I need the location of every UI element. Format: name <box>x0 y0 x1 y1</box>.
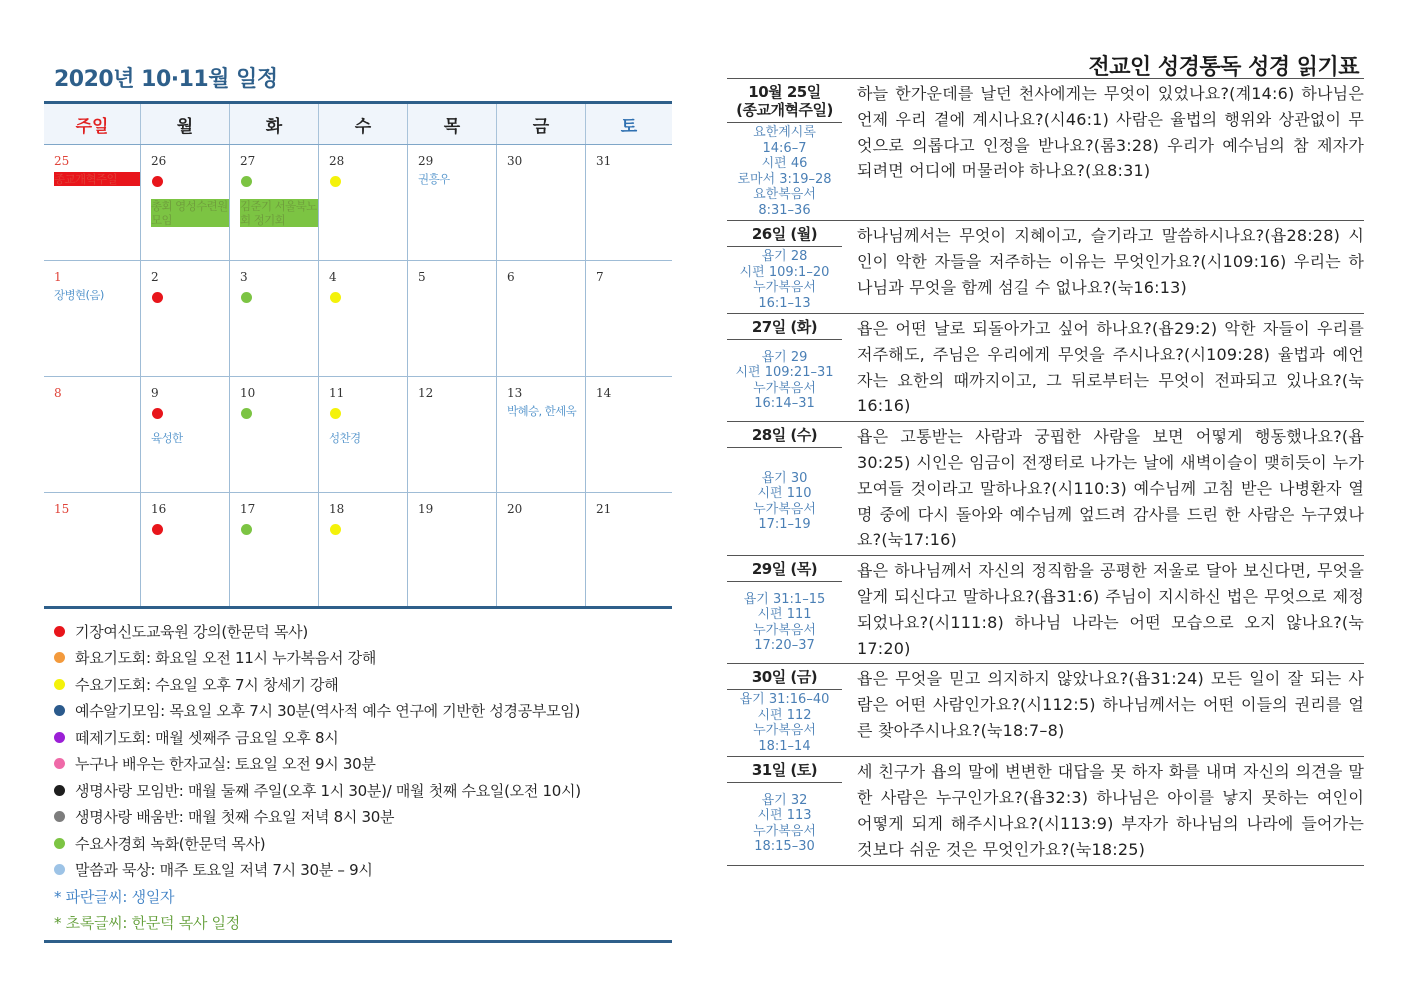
red-dot-icon <box>152 292 163 303</box>
calendar-day <box>585 493 672 606</box>
calendar-day <box>585 377 672 492</box>
red-dot-icon <box>152 176 163 187</box>
reading-row <box>727 422 1364 556</box>
reading-left <box>727 221 842 313</box>
calendar-week <box>44 377 672 493</box>
day-number: 15 <box>54 502 70 516</box>
calendar-day <box>585 145 672 260</box>
calendar-week <box>44 261 672 377</box>
day-number: 25 <box>54 154 70 168</box>
bullet-icon <box>54 705 65 716</box>
calendar <box>44 101 672 609</box>
day-note: 권흥우 <box>418 172 450 186</box>
calendar-day <box>407 377 496 492</box>
calendar-day <box>229 493 318 606</box>
calendar-day <box>140 493 229 606</box>
bullet-icon <box>54 652 65 663</box>
reading-row <box>727 79 1364 221</box>
reading-questions: 하나님께서는 무엇이 지혜이고, 슬기라고 말씀하시나요?(욥28:28) 시인이 악한 자들을 저주하는 이유는 무엇인가요?(시109:16) 우리는 하나님과 무엇을 함께 섬길 수 없나요?(눅16:13) <box>857 226 1364 297</box>
reading-refs: 욥기 32 시편 113 누가복음서 18:15–30 <box>753 792 816 855</box>
reading-date: 30일 (금) <box>727 664 842 690</box>
legend-text: 수요기도회: 수요일 오후 7시 창세기 강해 <box>75 675 339 694</box>
calendar-day <box>44 261 140 376</box>
yellow-dot-icon <box>330 408 341 419</box>
reading-questions: 하늘 한가운데를 날던 천사에게는 무엇이 있었나요?(계14:6) 하나님은 언제 우리 곁에 계시나요?(시46:1) 사람은 율법의 행위와 상관없이 무엇으로 의롭다고 인정을 받나요?(롬3:28) 우리가 예수님의 참 제자가 되려면 어디에 머물러야 하나요?(요8:31) <box>857 84 1364 181</box>
legend-item <box>54 830 581 857</box>
calendar-day <box>140 261 229 376</box>
day-number: 20 <box>507 502 523 516</box>
legend-text: 떼제기도회: 매월 셋째주 금요일 오후 8시 <box>75 728 339 747</box>
note-blue-text: * 파란글씨: 생일자 <box>54 887 175 906</box>
day-number: 18 <box>329 502 345 516</box>
legend <box>54 618 581 936</box>
bullet-icon <box>54 732 65 743</box>
calendar-day <box>318 377 407 492</box>
legend-item <box>54 618 581 645</box>
green-dot-icon <box>241 408 252 419</box>
calendar-day <box>496 377 585 492</box>
day-number: 21 <box>596 502 612 516</box>
day-number: 14 <box>596 386 612 400</box>
red-dot-icon <box>152 524 163 535</box>
day-number: 30 <box>507 154 523 168</box>
reading-refs: 욥기 31:1–15 시편 111 누가복음서 17:20–37 <box>743 591 826 654</box>
bullet-icon <box>54 679 65 690</box>
calendar-week <box>44 145 672 261</box>
reading-date: 10월 25일 (종교개혁주일) <box>727 79 842 123</box>
day-number: 16 <box>151 502 167 516</box>
calendar-day <box>496 261 585 376</box>
legend-text: 예수알기모임: 목요일 오후 7시 30분(역사적 예수 연구에 기반한 성경공부모임) <box>75 702 581 721</box>
day-note: 김준기 서울북노회 정기회 <box>240 199 317 227</box>
reading-refs: 욥기 30 시편 110 누가복음서 17:1–19 <box>753 470 816 533</box>
day-note: 성찬경 <box>329 431 361 445</box>
reading-left <box>727 314 842 421</box>
day-number: 7 <box>596 270 604 284</box>
red-dot-icon <box>152 408 163 419</box>
calendar-day <box>229 145 318 260</box>
day-number: 3 <box>240 270 248 284</box>
yellow-dot-icon <box>330 176 341 187</box>
calendar-day <box>229 377 318 492</box>
reading-questions: 욥은 하나님께서 자신의 정직함을 공평한 저울로 달아 보신다면, 무엇을 알게 되신다고 말하나요?(욥31:6) 주님이 지시하신 법은 무엇으로 제정되었나요?(시111:8) 하나님 나라는 어떤 모습으로 오지 않나요?(눅17:20) <box>857 561 1364 658</box>
reading-left <box>727 556 842 663</box>
day-number: 19 <box>418 502 434 516</box>
day-number: 4 <box>329 270 337 284</box>
legend-text: 기장여신도교육원 강의(한문덕 목사) <box>75 622 308 641</box>
legend-text: 생명사랑 배움반: 매월 첫째 수요일 저녁 8시 30분 <box>75 808 395 827</box>
weekday-sun: 주일 <box>75 116 109 137</box>
legend-text: 화요기도회: 화요일 오전 11시 누가복음서 강해 <box>75 649 377 668</box>
bullet-icon <box>54 838 65 849</box>
day-note: 장병현(음) <box>54 288 104 302</box>
calendar-day <box>496 145 585 260</box>
green-dot-icon <box>241 524 252 535</box>
reading-questions: 욥은 고통받는 사람과 궁핍한 사람을 보면 어떻게 행동했나요?(욥30:25) 시인은 임금이 전쟁터로 나가는 날에 새벽이슬이 맺히듯이 누가 모여들 것이라고 말하나요?(시110:3) 예수님께 고침 받은 나병환자 열 명 중에 다시 돌아와 예수님께 엎드려 감사를 드린 한 사람은 누구였나요?(눅17:16) <box>857 427 1364 550</box>
reading-refs: 욥기 29 시편 109:21–31 누가복음서 16:14–31 <box>735 349 834 412</box>
weekday-tue: 화 <box>229 104 318 144</box>
weekday-fri: 금 <box>496 104 585 144</box>
day-number: 1 <box>54 270 62 284</box>
day-number: 6 <box>507 270 515 284</box>
legend-text: 수요사경회 녹화(한문덕 목사) <box>75 834 266 853</box>
day-number: 11 <box>329 386 345 400</box>
reading-row <box>727 757 1364 865</box>
reading-questions: 세 친구가 욥의 말에 변변한 대답을 못 하자 화를 내며 자신의 의견을 말한 사람은 누구인가요?(욥32:3) 하나님은 아이를 낳지 못하는 여인이 어떻게 되게 해주시나요?(시113:9) 부자가 하나님의 나라에 들어가는 것보다 쉬운 것은 무엇인가요?(눅18:25) <box>857 762 1364 859</box>
day-number: 29 <box>418 154 434 168</box>
day-number: 28 <box>329 154 345 168</box>
reading-date: 26일 (월) <box>727 221 842 247</box>
calendar-day <box>44 377 140 492</box>
bullet-icon <box>54 758 65 769</box>
weekday-sat: 토 <box>585 104 672 144</box>
day-number: 9 <box>151 386 159 400</box>
bullet-icon <box>54 811 65 822</box>
legend-item <box>54 645 581 672</box>
legend-item <box>54 724 581 751</box>
day-number: 26 <box>151 154 167 168</box>
calendar-weeks <box>44 145 672 609</box>
day-number: 8 <box>54 386 62 400</box>
weekday-header <box>44 101 672 145</box>
reading-date: 27일 (화) <box>727 314 842 340</box>
bottom-rule <box>44 940 672 943</box>
day-number: 13 <box>507 386 523 400</box>
legend-text: 누구나 배우는 한자교실: 토요일 오전 9시 30분 <box>75 755 376 774</box>
day-note: 육성한 <box>151 431 183 445</box>
calendar-day <box>140 145 229 260</box>
green-dot-icon <box>241 176 252 187</box>
legend-text: 생명사랑 모임반: 매월 둘째 주일(오후 1시 30분)/ 매월 첫째 수요일(오전 10시) <box>75 781 581 800</box>
day-number: 5 <box>418 270 426 284</box>
weekday-mon: 월 <box>140 104 229 144</box>
calendar-day <box>44 145 140 260</box>
day-number: 12 <box>418 386 434 400</box>
calendar-day <box>318 493 407 606</box>
calendar-day <box>407 493 496 606</box>
reading-row <box>727 221 1364 314</box>
calendar-week <box>44 493 672 609</box>
reading-left <box>727 79 842 220</box>
green-dot-icon <box>241 292 252 303</box>
calendar-day <box>229 261 318 376</box>
calendar-title: 2020년 10·11월 일정 <box>54 67 278 92</box>
day-number: 2 <box>151 270 159 284</box>
reading-table <box>727 78 1364 866</box>
reading-left <box>727 664 842 756</box>
reading-row <box>727 664 1364 757</box>
legend-item <box>54 751 581 778</box>
day-number: 27 <box>240 154 256 168</box>
legend-item <box>54 777 581 804</box>
reading-title: 전교인 성경통독 성경 읽기표 <box>1088 55 1359 80</box>
weekday-thu: 목 <box>407 104 496 144</box>
day-number: 10 <box>240 386 256 400</box>
reading-refs: 욥기 28 시편 109:1–20 누가복음서 16:1–13 <box>739 249 830 311</box>
calendar-day <box>585 261 672 376</box>
calendar-day <box>44 493 140 606</box>
calendar-day <box>318 261 407 376</box>
reading-date: 28일 (수) <box>727 422 842 448</box>
reading-refs: 욥기 31:16–40 시편 112 누가복음서 18:1–14 <box>739 692 830 754</box>
calendar-day <box>318 145 407 260</box>
day-note: 총회 영성수련원 모임 <box>151 199 228 227</box>
calendar-day <box>140 377 229 492</box>
reading-row <box>727 556 1364 664</box>
calendar-day <box>407 261 496 376</box>
reading-left <box>727 757 842 864</box>
bullet-icon <box>54 785 65 796</box>
reading-refs: 요한계시록 14:6–7 시편 46 로마서 3:19–28 요한복음서 8:31–36 <box>737 125 832 218</box>
reading-row <box>727 314 1364 422</box>
day-number: 31 <box>596 154 612 168</box>
calendar-day <box>496 493 585 606</box>
bullet-icon <box>54 864 65 875</box>
reading-questions: 욥은 무엇을 믿고 의지하지 않았나요?(욥31:24) 모든 일이 잘 되는 사람은 어떤 사람인가요?(시112:5) 하나님께서는 어떤 이들의 권리를 얼른 찾아주시나요?(눅18:7–8) <box>857 669 1364 740</box>
reading-left <box>727 422 842 555</box>
day-number: 17 <box>240 502 256 516</box>
day-note: 박혜승, 한세욱 <box>507 404 577 418</box>
reading-date: 29일 (목) <box>727 556 842 582</box>
bullet-icon <box>54 626 65 637</box>
day-note: 종교개혁주일 <box>54 172 140 186</box>
calendar-day <box>407 145 496 260</box>
legend-item <box>54 698 581 725</box>
note-green-text: * 초록글씨: 한문덕 목사 일정 <box>54 914 240 933</box>
reading-questions: 욥은 어떤 날로 되돌아가고 싶어 하나요?(욥29:2) 악한 자들이 우리를 저주해도, 주님은 우리에게 무엇을 주시나요?(시109:28) 율법과 예언자는 요한의 때까지이고, 그 뒤로부터는 무엇이 전파되고 있나요?(눅16:16) <box>857 319 1364 416</box>
legend-item <box>54 804 581 831</box>
legend-item <box>54 857 581 884</box>
yellow-dot-icon <box>330 292 341 303</box>
legend-text: 말씀과 묵상: 매주 토요일 저녁 7시 30분 – 9시 <box>75 861 373 880</box>
legend-item <box>54 671 581 698</box>
reading-date: 31일 (토) <box>727 757 842 783</box>
yellow-dot-icon <box>330 524 341 535</box>
weekday-wed: 수 <box>318 104 407 144</box>
